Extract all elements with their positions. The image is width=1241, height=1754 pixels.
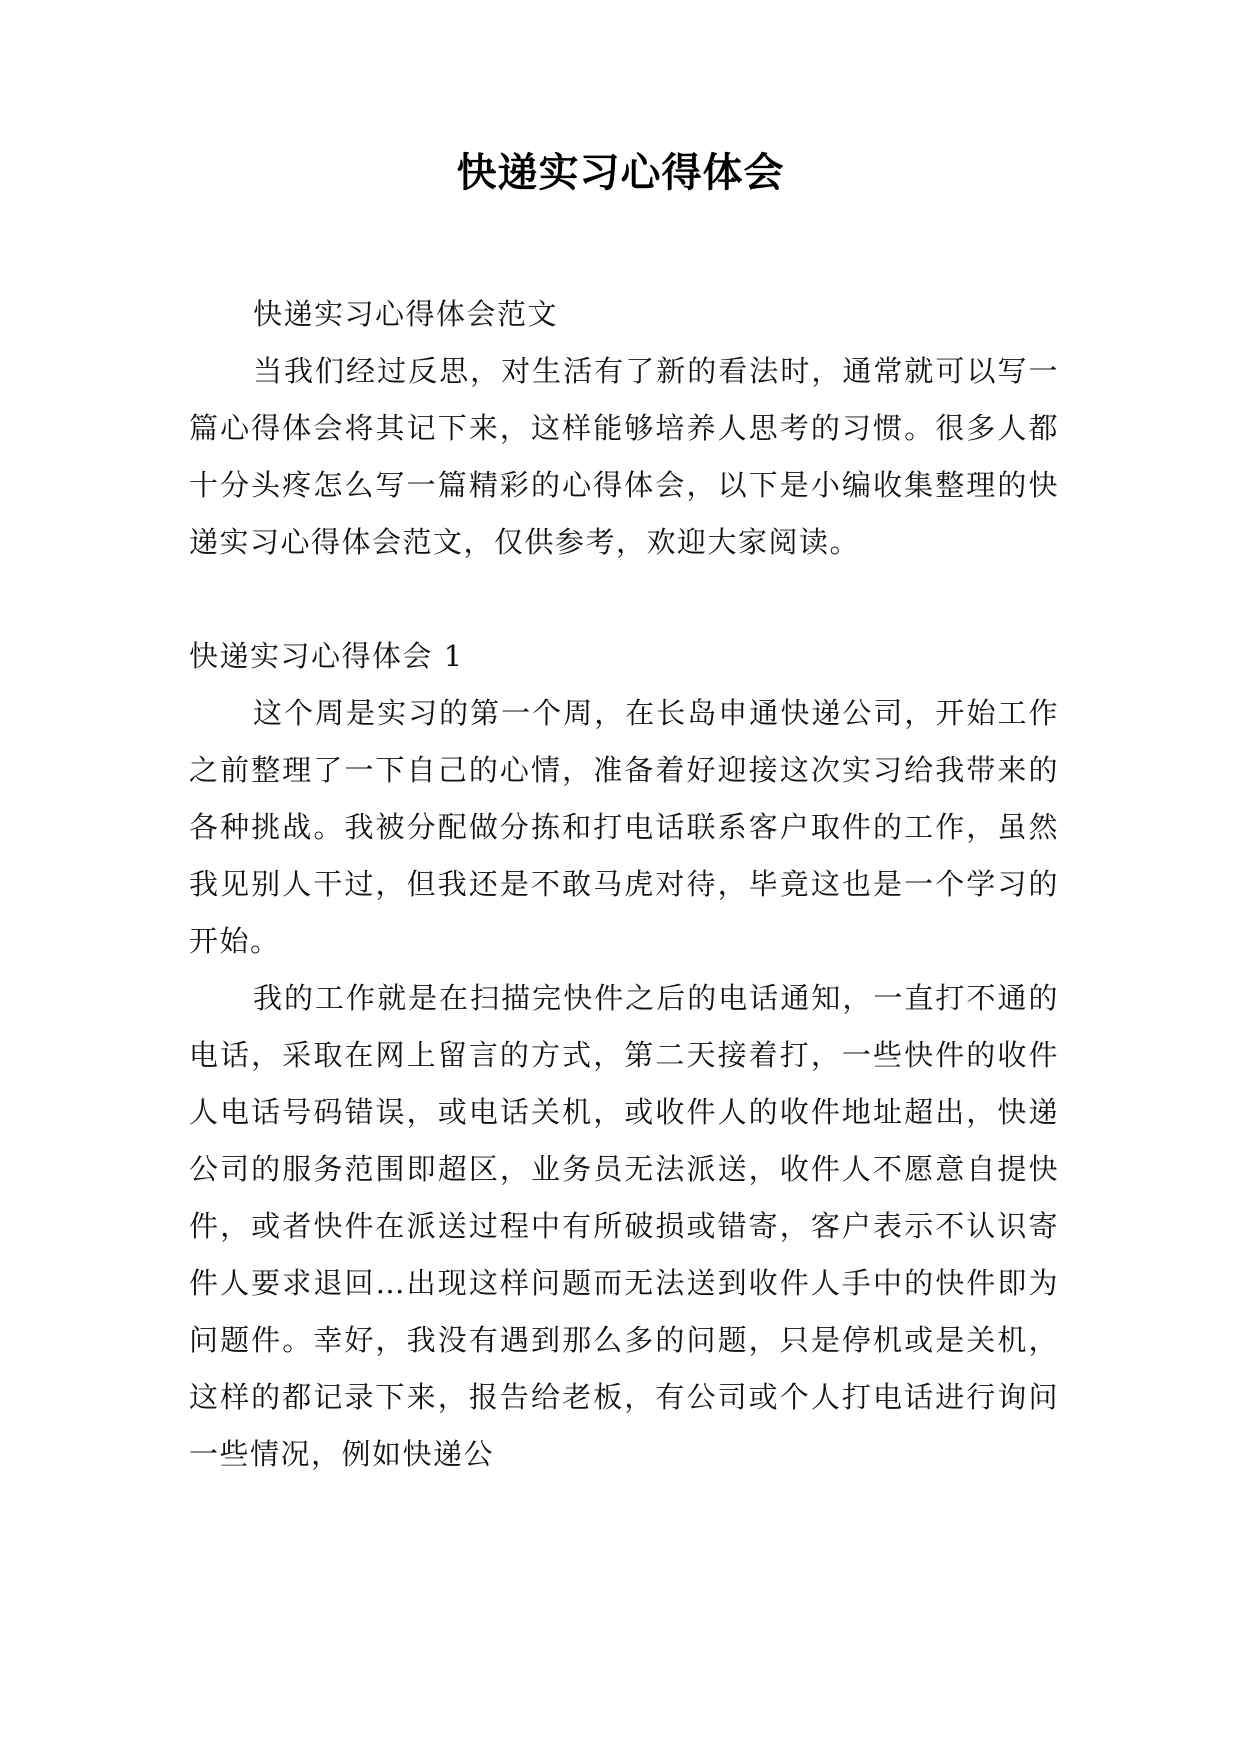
- section-spacer: [189, 571, 1059, 628]
- section-heading: 快递实习心得体会 1: [189, 639, 464, 673]
- body-paragraph-1: 这个周是实习的第一个周，在长岛申通快递公司，开始工作之前整理了一下自己的心情，准备着好迎接这次实习给我带来的各种挑战。我被分配做分拣和打电话联系客户取件的工作，虽然我见别人干过，但我还是不敢马虎对待，毕竟这也是一个学习的开始。: [189, 696, 1059, 958]
- document-body: [189, 286, 1059, 1483]
- document-subtitle: 快递实习心得体会范文: [253, 297, 559, 331]
- body-paragraph-2: 我的工作就是在扫描完快件之后的电话通知，一直打不通的电话，采取在网上留言的方式，第二天接着打，一些快件的收件人电话号码错误，或电话关机，或收件人的收件地址超出，快递公司的服务范围即超区，业务员无法派送，收件人不愿意自提快件，或者快件在派送过程中有所破损或错寄，客户表示不认识寄件人要求退回…出现这样问题而无法送到收件人手中的快件即为问题件。幸好，我没有遇到那么多的问题，只是停机或是关机，这样的都记录下来，报告给老板，有公司或个人打电话进行询问一些情况，例如快递公: [189, 981, 1059, 1471]
- document-title: 快递实习心得体会: [456, 150, 785, 196]
- intro-paragraph: 当我们经过反思，对生活有了新的看法时，通常就可以写一篇心得体会将其记下来，这样能够培养人思考的习惯。很多人都十分头疼怎么写一篇精彩的心得体会，以下是小编收集整理的快递实习心得体会范文，仅供参考，欢迎大家阅读。: [189, 354, 1059, 559]
